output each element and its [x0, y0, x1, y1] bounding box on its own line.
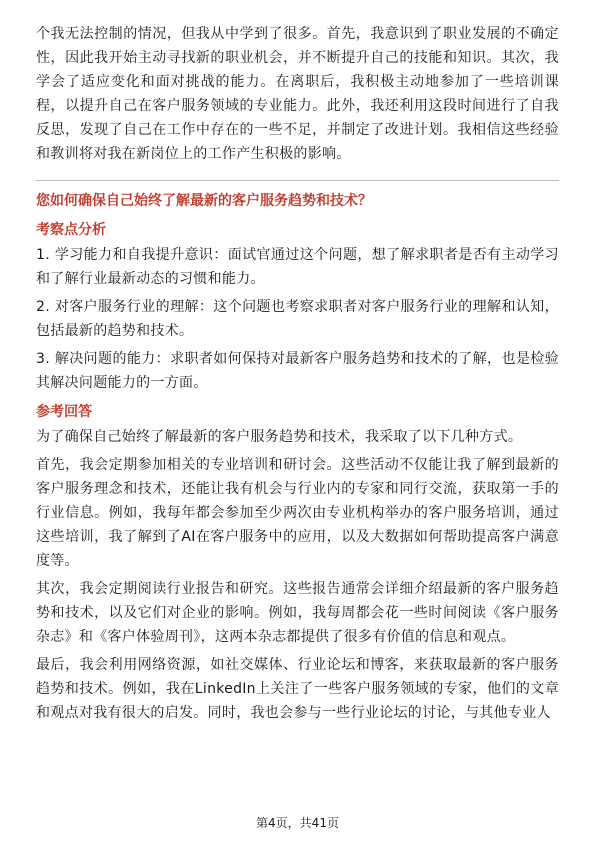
- answer-paragraph: 其次，我会定期阅读行业报告和研究。这些报告通常会详细介绍最新的客户服务趋势和技术，以及它们对企业的影响。例如，我每周都会花一些时间阅读《客户服务杂志》和《客户体验周刊》，这两本杂志都提供了很多有价值的信息和观点。: [36, 581, 559, 645]
- intro-paragraph: 个我无法控制的情况，但我从中学到了很多。首先，我意识到了职业发展的不确定性，因此我开始主动寻找新的职业机会，并不断提升自己的技能和知识。其次，我学会了适应变化和面对挑战的能力。在离职后，我积极主动地参加了一些培训课程，以提升自己在客户服务领域的专业能力。此外，我还利用这段时间进行了自我反思，发现了自己在工作中存在的一些不足，并制定了改进计划。我相信这些经验和教训将对我在新岗位上的工作产生积极的影响。: [36, 26, 559, 162]
- page-footer: 第4页，共41页: [256, 816, 339, 830]
- answer-paragraph: 最后，我会利用网络资源，如社交媒体、行业论坛和博客，来获取最新的客户服务趋势和技术。例如，我在LinkedIn上关注了一些客户服务领域的专家，他们的文章和观点对我有很大的启发。同时，我也会参与一些行业论坛的讨论，与其他专业人: [36, 657, 559, 721]
- answer-paragraph: 为了确保自己始终了解最新的客户服务趋势和技术，我采取了以下几种方式。: [36, 429, 523, 445]
- answer-title: 参考回答: [36, 404, 92, 420]
- section-divider: [36, 180, 559, 181]
- analysis-section: [36, 219, 559, 395]
- document-page: [36, 22, 559, 729]
- answer-section: [36, 401, 559, 725]
- analysis-title: 考察点分析: [36, 222, 106, 238]
- question-heading: 您如何确保自己始终了解最新的客户服务趋势和技术？: [36, 193, 372, 209]
- analysis-item: 3. 解决问题的能力：求职者如何保持对最新客户服务趋势和技术的了解，也是检验其解决问题能力的一方面。: [36, 351, 559, 391]
- analysis-item: 1. 学习能力和自我提升意识：面试官通过这个问题，想了解求职者是否有主动学习和了解行业最新动态的习惯和能力。: [36, 247, 559, 287]
- analysis-item: 2. 对客户服务行业的理解：这个问题也考察求职者对客户服务行业的理解和认知，包括最新的趋势和技术。: [36, 299, 559, 339]
- answer-paragraph: 首先，我会定期参加相关的专业培训和研讨会。这些活动不仅能让我了解到最新的客户服务理念和技术，还能让我有机会与行业内的专家和同行交流，获取第一手的行业信息。例如，我每年都会参加至少两次由专业机构举办的客户服务培训，通过这些培训，我了解到了AI在客户服务中的应用，以及大数据如何帮助提高客户满意度等。: [36, 457, 559, 569]
